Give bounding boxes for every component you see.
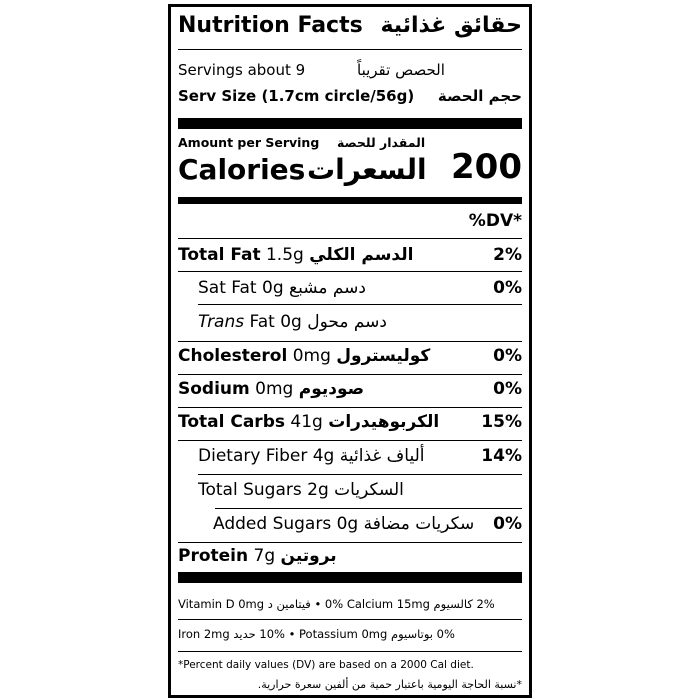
thick-rule-2 xyxy=(178,197,522,204)
amount-per-serving-en: Amount per Serving xyxy=(178,135,320,150)
title-divider xyxy=(178,49,522,50)
nutrient-dietary-fiber: Dietary Fiber 4g ألياف غذائية xyxy=(198,446,425,466)
calories-label-ar: السعرات xyxy=(307,153,427,186)
nutrient-total-fat: Total Fat 1.5g الدسم الكلي xyxy=(178,245,414,265)
row-divider xyxy=(178,271,522,272)
footnote-ar: *نسبة الحاجة اليومية باعتبار حمية من ألفين سعرة حرارية. xyxy=(257,678,522,691)
row-divider xyxy=(178,341,522,342)
serving-size-en: Serv Size (1.7cm circle/56g) xyxy=(178,87,415,105)
title-ar: حقائق غذائية xyxy=(380,13,522,38)
servings-en: Servings about 9 xyxy=(178,61,306,79)
row-divider xyxy=(215,508,522,509)
row-divider xyxy=(178,542,522,543)
calories-value: 200 xyxy=(451,147,522,187)
cholesterol-dv: 0% xyxy=(493,346,522,366)
row-divider xyxy=(198,304,522,305)
row-divider xyxy=(178,238,522,239)
row-divider xyxy=(178,374,522,375)
calories-label-en: Calories xyxy=(178,153,306,186)
row-divider xyxy=(178,651,522,652)
row-divider xyxy=(178,407,522,408)
added-sugars-dv: 0% xyxy=(493,514,522,534)
nutrient-total-sugars: Total Sugars 2g السكريات xyxy=(198,480,404,500)
nutrition-facts-panel xyxy=(168,4,532,698)
micronutrients-line-1: Vitamin D 0mg فيتامين د • 0% Calcium 15mg كالسيوم 2% xyxy=(178,597,495,611)
amount-per-serving-ar: المقدار للحصة xyxy=(337,135,426,150)
dietary-fiber-dv: 14% xyxy=(481,446,522,466)
nutrient-sodium: Sodium 0mg صوديوم xyxy=(178,379,365,399)
thick-rule-3 xyxy=(178,572,522,583)
row-divider xyxy=(198,474,522,475)
sodium-dv: 0% xyxy=(493,379,522,399)
sat-fat-dv: 0% xyxy=(493,278,522,298)
nutrient-cholesterol: Cholesterol 0mg كوليسترول xyxy=(178,346,431,366)
dv-header: %DV* xyxy=(468,211,522,231)
nutrient-protein: Protein 7g بروتين xyxy=(178,546,337,566)
footnote-en: *Percent daily values (DV) are based on a 2000 Cal diet. xyxy=(178,659,474,671)
row-divider xyxy=(178,440,522,441)
title-en: Nutrition Facts xyxy=(178,13,363,38)
nutrient-trans-fat: Trans Fat 0g دسم محول xyxy=(198,312,387,332)
row-divider xyxy=(178,619,522,620)
nutrient-total-carbs: Total Carbs 41g الكربوهيدرات xyxy=(178,412,440,432)
serving-size-ar: حجم الحصة xyxy=(437,87,522,105)
nutrient-sat-fat: Sat Fat 0g دسم مشبع xyxy=(198,278,366,298)
micronutrients-line-2: Iron 2mg حديد 10% • Potassium 0mg بوتاسيوم 0% xyxy=(178,627,455,641)
nutrient-added-sugars: Added Sugars 0g سكريات مضافة xyxy=(213,514,475,534)
total-fat-dv: 2% xyxy=(493,245,522,265)
thick-rule-1 xyxy=(178,118,522,129)
total-carbs-dv: 15% xyxy=(481,412,522,432)
servings-ar: الحصص تقريباً xyxy=(357,61,445,79)
